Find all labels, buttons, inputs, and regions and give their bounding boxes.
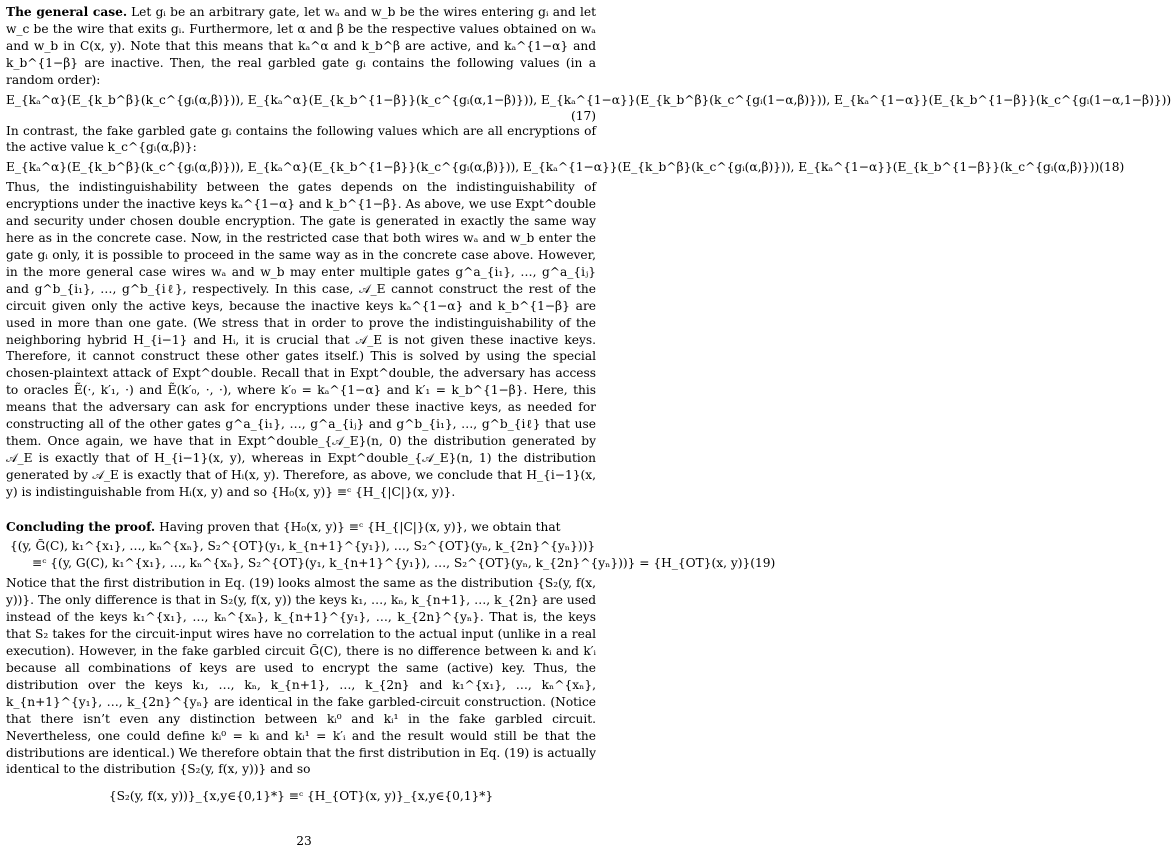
general-case-heading: The general case. — [6, 5, 128, 19]
page-number: 23 — [296, 834, 312, 848]
contrast-paragraph: In contrast, the fake garbled gate gᵢ contains the following values which are all encryptions of the active value k_c^{gᵢ(α,β)}: — [6, 123, 596, 155]
equation-19-line-2: ≡ᶜ {(y, G(C), k₁^{x₁}, …, kₙ^{xₙ}, S₂^{OT}(y₁, k_{n+1}^{y₁}), …, S₂^{OT}(yₙ, k_{2n}^{yₙ}))} = {H_{OT}(x, y)} — [32, 556, 751, 571]
equation-19-number: (19) — [750, 556, 776, 571]
concluding-intro: Having proven that {H₀(x, y)} ≡ᶜ {H_{|C|}(x, y)}, we obtain that — [159, 519, 561, 534]
general-case-body: Thus, the indistinguishability between the gates depends on the indistinguishability of encryptions under the inactive keys kₐ^{1−α} and k_b^{1−β}. As above, we use Expt^double and security under chosen double encryption. The gate is generated in exactly the same way here as in the concrete case. Now, in the restricted case that both wires wₐ and w_b enter the gate gᵢ only, it is possible to proceed in the same way as in the concrete case above. However, in the more general case wires wₐ and w_b may enter multiple gates g^a_{i₁}, …, g^a_{iⱼ} and g^b_{i₁}, …, g^b_{iℓ}, respectively. In this case, 𝒜_E cannot construct the rest of the circuit given only the active keys, because the inactive keys kₐ^{1−α} and k_b^{1−β} are used in more than one gate. (We stress that in order to prove the indistinguishability of the neighboring hybrid H_{i−1} and Hᵢ, it is crucial that 𝒜_E is not given these inactive keys. Therefore, it cannot construct these other gates itself.) This is solved by using the special chosen-plaintext attack of Expt^double. Recall that in Expt^double, the adversary has access to oracles Ẽ(·, k′₁, ·) and Ẽ(k′₀, ·, ·), where k′₀ = kₐ^{1−α} and k′₁ = k_b^{1−β}. Here, this means that the adversary can ask for encryptions under these inactive keys, as needed for constructing all of the other gates g^a_{i₁}, …, g^a_{iⱼ} and g^b_{i₁}, …, g^b_{iℓ} that use them. Once again, we have that in Expt^double_{𝒜_E}(n, 0) the distribution generated by 𝒜_E is exactly that of H_{i−1}(x, y), whereas in Expt^double_{𝒜_E}(n, 1) the distribution generated by 𝒜_E is exactly that of Hᵢ(x, y). Therefore, as above, we conclude that H_{i−1}(x, y) is indistinguishable from Hᵢ(x, y) and so {H₀(x, y)} ≡ᶜ {H_{|C|}(x, y)}. — [6, 180, 596, 499]
page-body — [6, 4, 1171, 805]
concluding-paragraph — [6, 519, 596, 536]
concluding-heading: Concluding the proof. — [6, 519, 156, 534]
final-equation: {S₂(y, f(x, y))}_{x,y∈{0,1}*} ≡ᶜ {H_{OT}(x, y)}_{x,y∈{0,1}*} — [108, 789, 494, 804]
equation-17: E_{kₐ^α}(E_{k_b^β}(k_c^{gᵢ(α,β)})), E_{kₐ^α}(E_{k_b^{1−β}}(k_c^{gᵢ(α,1−β)})), E_{kₐ^{1−α}}(E_{k_b^β}(k_c^{gᵢ(1−α,β)})), E_{kₐ^{1−α}}(E_{k_b^{1−β}}(k_c^{gᵢ(1−α,1−β)})) — [6, 92, 1171, 107]
concluding-body: Notice that the first distribution in Eq. (19) looks almost the same as the distribution {S₂(y, f(x, y))}. The only difference is that in S₂(y, f(x, y)) the keys k₁, …, kₙ, k_{n+1}, …, k_{2n} are used instead of the keys k₁^{x₁}, …, kₙ^{xₙ}, k_{n+1}^{y₁}, …, k_{2n}^{yₙ}. That is, the keys that S₂ takes for the circuit-input wires have no correlation to the actual input (unlike in a real execution). However, in the fake garbled circuit G̃(C), there is no difference between kᵢ and k′ᵢ because all combinations of keys are used to encrypt the same (active) key. Thus, the distribution over the keys k₁, …, kₙ, k_{n+1}, …, k_{2n} and k₁^{x₁}, …, kₙ^{xₙ}, k_{n+1}^{y₁}, …, k_{2n}^{yₙ} are identical in the fake garbled-circuit construction. (Notice that there isn’t even any distinction between kᵢ⁰ and kᵢ¹ in the fake garbled circuit. Nevertheless, one could define kᵢ⁰ = kᵢ and kᵢ¹ = k′ᵢ and the result would still be that the distributions are identical.) We therefore obtain that the first distribution in Eq. (19) is actually identical to the distribution {S₂(y, f(x, y))} and so — [6, 576, 596, 777]
general-case-paragraph — [6, 4, 596, 89]
equation-17-number: (17) — [570, 108, 596, 123]
equation-19-line-1: {(y, G̃(C), k₁^{x₁}, …, kₙ^{xₙ}, S₂^{OT}(y₁, k_{n+1}^{y₁}), …, S₂^{OT}(yₙ, k_{2n}^{yₙ}))} — [10, 539, 596, 554]
equation-18: E_{kₐ^α}(E_{k_b^β}(k_c^{gᵢ(α,β)})), E_{kₐ^α}(E_{k_b^{1−β}}(k_c^{gᵢ(α,β)})), E_{kₐ^{1−α}}(E_{k_b^β}(k_c^{gᵢ(α,β)})), E_{kₐ^{1−α}}(E_{k_b^{1−β}}(k_c^{gᵢ(α,β)})) — [6, 160, 1100, 175]
equation-18-number: (18) — [1099, 160, 1125, 175]
general-case-intro: Let gᵢ be an arbitrary gate, let wₐ and w_b be the wires entering gᵢ and let w_c be the wire that exits gᵢ. Furthermore, let α and β be the respective values obtained on wₐ and w_b in C(x, y). Note that this means that kₐ^α and k_b^β are active, and kₐ^{1−α} and k_b^{1−β} are inactive. Then, the real garbled gate gᵢ contains the following values (in a random order): — [6, 5, 596, 87]
